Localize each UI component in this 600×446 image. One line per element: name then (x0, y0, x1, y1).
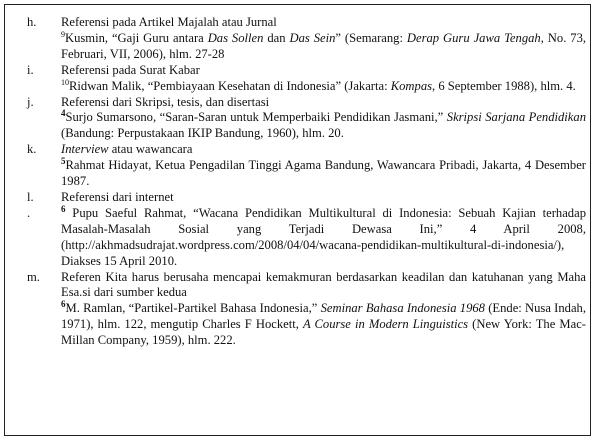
section-heading (61, 142, 586, 158)
reference-italic: Skripsi Sarjana Pendidikan (446, 110, 586, 125)
section-content (61, 142, 586, 190)
footnote-number: 6 (61, 203, 66, 214)
footnote-reference (61, 110, 586, 142)
section-content (61, 190, 586, 206)
footnote-reference (61, 158, 586, 190)
section-marker: l. (27, 189, 34, 204)
section-heading: Referensi dari Skripsi, tesis, dan disertasi (61, 94, 270, 109)
footnote-reference (61, 203, 586, 270)
section-marker: m. (27, 269, 40, 284)
reference-text: ” (Semarang: (335, 30, 407, 45)
footnote-reference (61, 79, 586, 95)
footnote-number: 4 (61, 108, 66, 119)
reference-text: Rahmat Hidayat, Ketua Pengadilan Tinggi Agama Bandung, Wawancara Pribadi, Jakarta, 4 Desember 1987. (61, 158, 586, 189)
section-content (61, 63, 586, 95)
footnote-number: 5 (61, 156, 66, 167)
section-i (5, 63, 592, 95)
section-h (5, 15, 592, 63)
footnote-reference (61, 301, 586, 349)
reference-text: Pupu Saeful Rahmat, “Wacana Pendidikan Multikultural di Indonesia: Sebuah Kajian terhadap Masalah-Masalah Sosial yang Terjadi Dewasa Ini,” 4 April 2008, (http://akhmadsudrajat.wordpress.com/2008/04/04/wacana-pendidikan-multikultural-di-indonesia/), Diakses 15 April 2010. (61, 205, 586, 268)
reference-text: (Ende: Nusa Indah, 1971), hlm. 122, mengutip Charles F Hockett, (61, 301, 586, 332)
reference-marker: . (27, 205, 31, 220)
footnote-number: 6 (61, 299, 66, 310)
reference-italic: Derap Guru Jawa Tengah (406, 30, 541, 45)
reference-text: , No. 73, Februari, VII, 2006), hlm. 27-28 (61, 30, 587, 61)
reference-text: , 6 September 1988), hlm. 4. (432, 78, 576, 93)
reference-italic: Kompas (390, 78, 433, 93)
section-l (5, 190, 592, 206)
reference-text: (Bandung: Perpustakaan IKIP Bandung, 1960), hlm. 20. (61, 126, 344, 141)
section-content (61, 270, 586, 350)
reference-text: dan (263, 30, 290, 45)
section-k (5, 142, 592, 190)
reference-text: M. Ramlan, “Partikel-Partikel Bahasa Indonesia,” (65, 301, 321, 316)
heading-italic: Interview (61, 142, 109, 157)
heading-text: atau wawancara (108, 142, 193, 157)
reference-italic: Das Sollen (207, 30, 264, 45)
section-m (5, 270, 592, 350)
section-heading: Referensi pada Artikel Majalah atau Jurnal (61, 15, 277, 29)
footnote-reference (61, 31, 586, 63)
section-content (61, 15, 586, 63)
section-heading: Referensi pada Surat Kabar (61, 62, 200, 77)
section-marker: k. (27, 142, 37, 157)
section-heading: Referensi dari internet (61, 189, 174, 204)
reference-text: (New York: The Mac-Millan Company, 1959), hlm. 222. (61, 317, 586, 348)
reference-text: Kusmin, “Gaji Guru antara (65, 30, 208, 45)
section-marker: i. (27, 62, 34, 77)
section-content (61, 203, 586, 270)
reference-list (5, 15, 592, 349)
section-l-reference (5, 203, 592, 270)
reference-text: Surjo Sumarsono, “Saran-Saran untuk Memperbaiki Pendidikan Jasmani,” (65, 110, 447, 125)
reference-italic: Seminar Bahasa Indonesia 1968 (320, 301, 485, 316)
footnote-number: 10 (61, 77, 69, 87)
footnote-number: 9 (61, 29, 65, 39)
section-heading: Referen Kita harus berusaha mencapai kemakmuran berdasarkan keadilan dan katuhanan yang Maha Esa.si dari sumber kedua (61, 269, 586, 300)
section-marker: j. (27, 94, 34, 109)
document-frame (4, 4, 591, 436)
reference-italic: A Course in Modern Linguistics (302, 317, 469, 332)
section-j (5, 95, 592, 143)
reference-text: Ridwan Malik, “Pembiayaan Kesehatan di Indonesia” (Jakarta: (69, 78, 391, 93)
section-content (61, 95, 586, 143)
reference-italic: Das Sein (289, 30, 336, 45)
section-marker: h. (27, 15, 37, 29)
